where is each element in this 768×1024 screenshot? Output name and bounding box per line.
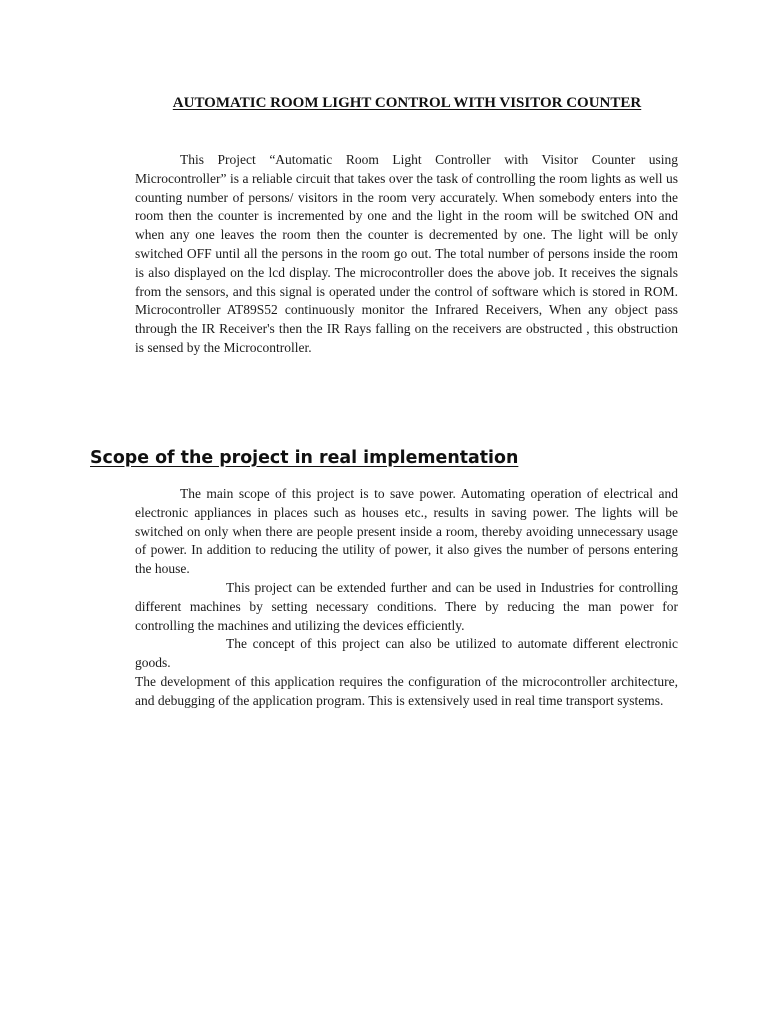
intro-paragraph: This Project “Automatic Room Light Controller with Visitor Counter using Microcontroller” is a reliable circuit that takes over the task of controlling the room lights as well us counting number of persons/ visitors in the room very accurately. When somebody enters into the room then the counter is incremented by one and the light in the room will be switched ON and when any one leaves the room then the counter is decremented by one. The light will be only switched OFF until all the persons in the room go out. The total number of persons inside the room is also displayed on the lcd display. The microcontroller does the above job. It receives the signals from the sensors, and this signal is operated under the control of software which is stored in ROM. Microcontroller AT89S52 continuously monitor the Infrared Receivers, When any object pass through the IR Receiver's then the IR Rays falling on the receivers are obstructed , this obstruction is sensed by the Microcontroller. <box>135 152 678 355</box>
scope-section <box>135 485 678 711</box>
scope-paragraph: The main scope of this project is to save power. Automating operation of electrical and electronic appliances in places such as houses etc., results in saving power. The lights will be switched on only when there are people present inside a room, thereby avoiding unnecessary usage of power. In addition to reducing the utility of power, it also gives the number of persons entering the house. <box>135 486 678 577</box>
scope-paragraph: This project can be extended further and can be used in Industries for controlling different machines by setting necessary conditions. There by reducing the man power for controlling the machines and utilizing the devices efficiently. <box>135 579 678 633</box>
document-title: AUTOMATIC ROOM LIGHT CONTROL WITH VISITOR COUNTER <box>172 95 642 111</box>
scope-paragraph: The development of this application requires the configuration of the microcontroller architecture, and debugging of the application program. This is extensively used in real time transport systems. <box>135 673 678 708</box>
scope-heading: Scope of the project in real implementation <box>90 448 519 468</box>
scope-paragraph: The concept of this project can also be utilized to automate different electronic goods. <box>135 636 678 671</box>
